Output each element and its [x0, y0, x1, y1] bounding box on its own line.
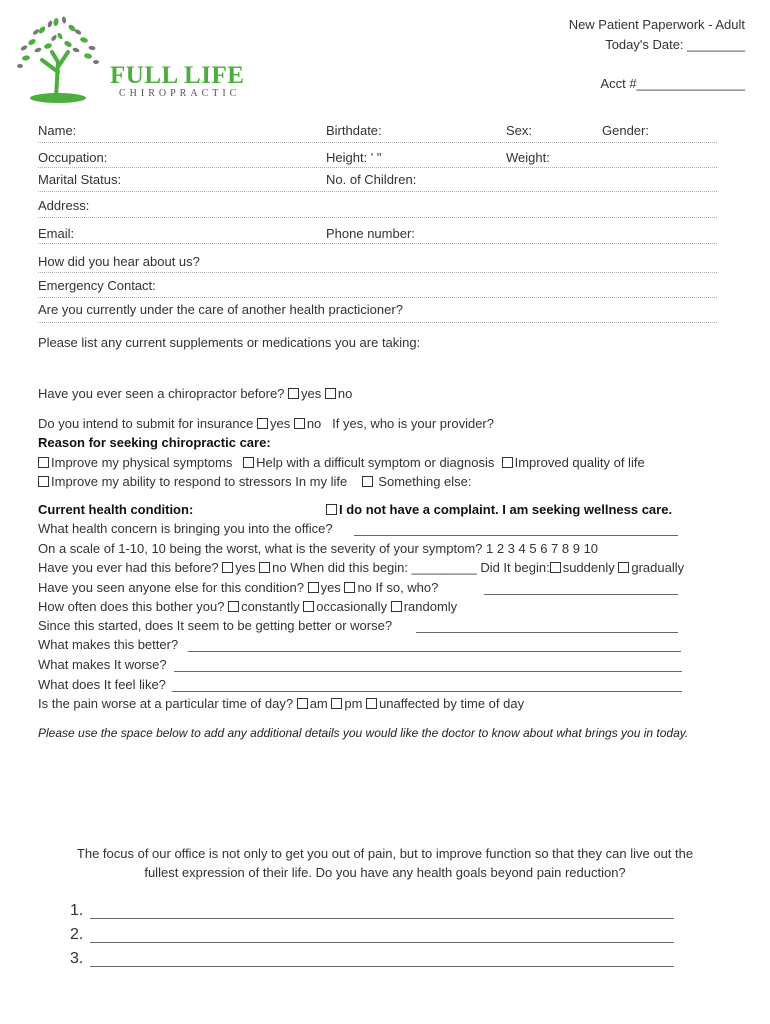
checkbox[interactable] [228, 601, 239, 612]
goals-intro-line-1: The focus of our office is not only to get you out of pain, but to improve function so that they can live out the [76, 846, 694, 861]
time-of-day-question [38, 696, 524, 711]
constantly-label: constantly [241, 599, 300, 614]
answer-line[interactable] [416, 632, 678, 633]
goals-intro-line-2: fullest expression of their life. Do you have any health goals beyond pain reduction? [144, 865, 626, 880]
chiropractor-before-question [38, 386, 352, 401]
am-label: am [309, 696, 328, 711]
begin-label: no When did this begin: _________ Did It begin: [272, 560, 550, 575]
details-note: Please use the space below to add any additional details you would like the doctor to know about what brings you in today. [38, 726, 689, 740]
reason-options-row-2 [38, 474, 472, 489]
checkbox[interactable] [297, 698, 308, 709]
checkbox[interactable] [331, 698, 342, 709]
checkbox[interactable] [303, 601, 314, 612]
had-before-label: Have you ever had this before? [38, 560, 219, 575]
checkbox[interactable] [618, 562, 629, 573]
yes-label: yes [235, 560, 256, 575]
answer-line[interactable] [172, 691, 682, 692]
option-label: Something else: [378, 474, 472, 489]
checkbox[interactable] [344, 582, 355, 593]
goal-number-1: 1. [70, 902, 84, 919]
answer-line[interactable] [188, 651, 681, 652]
goal-line-3[interactable] [90, 966, 674, 967]
reason-title: Reason for seeking chiropractic care: [38, 435, 271, 450]
better-question: What makes this better? [38, 637, 179, 652]
insurance-label: Do you intend to submit for insurance [38, 416, 254, 431]
referral-field[interactable]: How did you hear about us? [38, 254, 200, 269]
children-field[interactable]: No. of Children: [326, 172, 417, 187]
divider [38, 297, 717, 298]
other-practitioner-field[interactable]: Are you currently under the care of another health practicioner? [38, 302, 403, 317]
answer-line[interactable] [484, 594, 678, 595]
divider [38, 272, 717, 273]
had-before-question [38, 560, 684, 575]
gender-field[interactable]: Gender: [602, 123, 649, 138]
condition-title: Current health condition: [38, 502, 194, 517]
insurance-question [38, 416, 494, 431]
divider [38, 217, 717, 218]
no-label: no [306, 416, 322, 431]
checkbox[interactable] [243, 457, 254, 468]
severity-scale: On a scale of 1-10, 10 being the worst, what is the severity of your symptom? 1 2 3 4 5 6 7 8 9 10 [38, 541, 599, 556]
marital-status-field[interactable]: Marital Status: [38, 172, 122, 187]
chiropractor-before-label: Have you ever seen a chiropractor before? [38, 386, 285, 401]
divider [38, 322, 717, 323]
form-title: New Patient Paperwork - Adult [568, 17, 745, 32]
option-label: Improve my ability to respond to stressors In my life [51, 474, 348, 489]
checkbox[interactable] [257, 418, 268, 429]
provider-label: If yes, who is your provider? [332, 416, 494, 431]
account-number-field[interactable]: Acct #_______________ [600, 76, 745, 91]
name-field[interactable]: Name: [38, 123, 77, 138]
tree-logo-icon [12, 12, 104, 106]
checkbox[interactable] [325, 388, 336, 399]
logo-title: FULL LIFE [110, 62, 245, 89]
occasionally-label: occasionally [316, 599, 388, 614]
answer-line[interactable] [174, 671, 682, 672]
checkbox[interactable] [38, 476, 49, 487]
concern-question: What health concern is bringing you into the office? [38, 521, 333, 536]
suddenly-label: suddenly [562, 560, 615, 575]
emergency-contact-field[interactable]: Emergency Contact: [38, 278, 156, 293]
checkbox[interactable] [550, 562, 561, 573]
progress-question: Since this started, does It seem to be getting better or worse? [38, 618, 393, 633]
goal-line-1[interactable] [90, 918, 674, 919]
feel-question: What does It feel like? [38, 677, 166, 692]
checkbox[interactable] [288, 388, 299, 399]
checkbox[interactable] [326, 504, 337, 515]
logo-subtitle: CHIROPRACTIC [119, 88, 241, 99]
divider [38, 142, 717, 143]
option-label: Improved quality of life [514, 455, 645, 470]
yes-label: yes [269, 416, 291, 431]
weight-field[interactable]: Weight: [506, 150, 550, 165]
checkbox[interactable] [366, 698, 377, 709]
seen-anyone-question [38, 580, 438, 595]
email-field[interactable]: Email: [38, 226, 75, 241]
checkbox[interactable] [294, 418, 305, 429]
no-label: no [337, 386, 353, 401]
birthdate-field[interactable]: Birthdate: [326, 123, 382, 138]
unaffected-label: unaffected by time of day [379, 696, 525, 711]
supplements-field[interactable]: Please list any current supplements or medications you are taking: [38, 335, 421, 350]
occupation-field[interactable]: Occupation: [38, 150, 108, 165]
goal-line-2[interactable] [90, 942, 674, 943]
option-label: Help with a difficult symptom or diagnosis [256, 455, 495, 470]
reason-options-row-1 [38, 455, 645, 470]
wellness-label: I do not have a complaint. I am seeking wellness care. [339, 502, 673, 517]
option-label: Improve my physical symptoms [51, 455, 233, 470]
checkbox[interactable] [38, 457, 49, 468]
goal-number-2: 2. [70, 926, 84, 943]
answer-line[interactable] [354, 535, 678, 536]
checkbox[interactable] [362, 476, 373, 487]
checkbox[interactable] [259, 562, 270, 573]
divider [38, 167, 717, 168]
wellness-option [326, 502, 672, 517]
goal-number-3: 3. [70, 950, 84, 967]
frequency-question [38, 599, 457, 614]
checkbox[interactable] [308, 582, 319, 593]
todays-date-field[interactable]: Today's Date: ________ [605, 37, 745, 52]
phone-field[interactable]: Phone number: [326, 226, 415, 241]
randomly-label: randomly [403, 599, 458, 614]
yes-label: yes [301, 386, 322, 401]
yes-label: yes [320, 580, 341, 595]
checkbox[interactable] [391, 601, 402, 612]
sex-field[interactable]: Sex: [506, 123, 533, 138]
gradually-label: gradually [631, 560, 685, 575]
checkbox[interactable] [502, 457, 513, 468]
pm-label: pm [344, 696, 363, 711]
divider [38, 243, 717, 244]
frequency-label: How often does this bother you? [38, 599, 225, 614]
time-of-day-label: Is the pain worse at a particular time of day? [38, 696, 294, 711]
divider [38, 191, 717, 192]
height-field[interactable]: Height: ' " [326, 150, 382, 165]
seen-anyone-label: Have you seen anyone else for this condition? [38, 580, 304, 595]
address-field[interactable]: Address: [38, 198, 90, 213]
if-so-label: no If so, who? [357, 580, 439, 595]
checkbox[interactable] [222, 562, 233, 573]
worse-question: What makes It worse? [38, 657, 167, 672]
